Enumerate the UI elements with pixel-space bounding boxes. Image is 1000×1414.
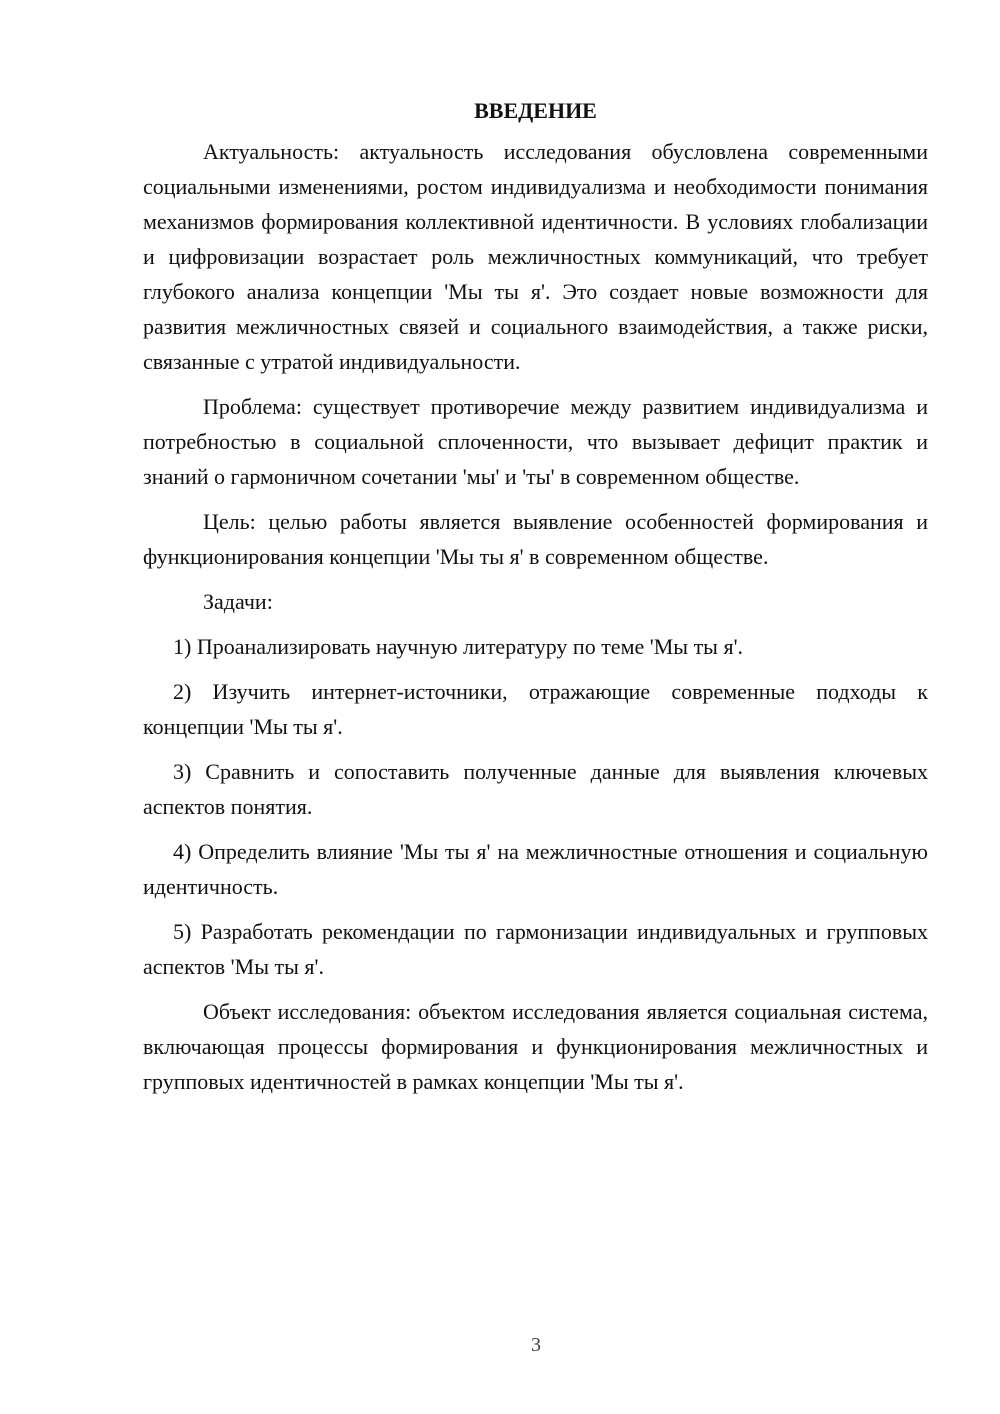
problem-paragraph: Проблема: существует противоречие между развитием индивидуализма и потребностью в социальной сплоченности, что вызывает дефицит практик и знаний о гармоничном сочетании 'мы' и 'ты' в современном обществе. <box>143 394 928 489</box>
object-paragraph: Объект исследования: объектом исследования является социальная система, включающая процессы формирования и функционирования межличностных и групповых идентичностей в рамках концепции 'Мы ты я'. <box>143 999 928 1094</box>
task-item-5: 5) Разработать рекомендации по гармонизации индивидуальных и групповых аспектов 'Мы ты я'. <box>143 919 928 979</box>
relevance-paragraph: Актуальность: актуальность исследования обусловлена современными социальными изменениями, ростом индивидуализма и необходимости понимания механизмов формирования коллективной идентичности. В условиях глобализации и цифровизации возрастает роль межличностных коммуникаций, что требует глубокого анализа концепции 'Мы ты я'. Это создает новые возможности для развития межличностных связей и социального взаимодействия, а также риски, связанные с утратой индивидуальности. <box>143 139 928 374</box>
section-title: ВВЕДЕНИЕ <box>474 98 597 123</box>
task-item-2: 2) Изучить интернет-источники, отражающие современные подходы к концепции 'Мы ты я'. <box>143 679 928 739</box>
document-page <box>143 93 928 1109</box>
tasks-heading: Задачи: <box>203 589 273 614</box>
task-item-4: 4) Определить влияние 'Мы ты я' на межличностные отношения и социальную идентичность. <box>143 839 928 899</box>
task-item-3: 3) Сравнить и сопоставить полученные данные для выявления ключевых аспектов понятия. <box>143 759 928 819</box>
goal-paragraph: Цель: целью работы является выявление особенностей формирования и функционирования концепции 'Мы ты я' в современном обществе. <box>143 509 928 569</box>
task-item-1: 1) Проанализировать научную литературу по теме 'Мы ты я'. <box>173 634 744 659</box>
page-number: 3 <box>531 1334 541 1356</box>
